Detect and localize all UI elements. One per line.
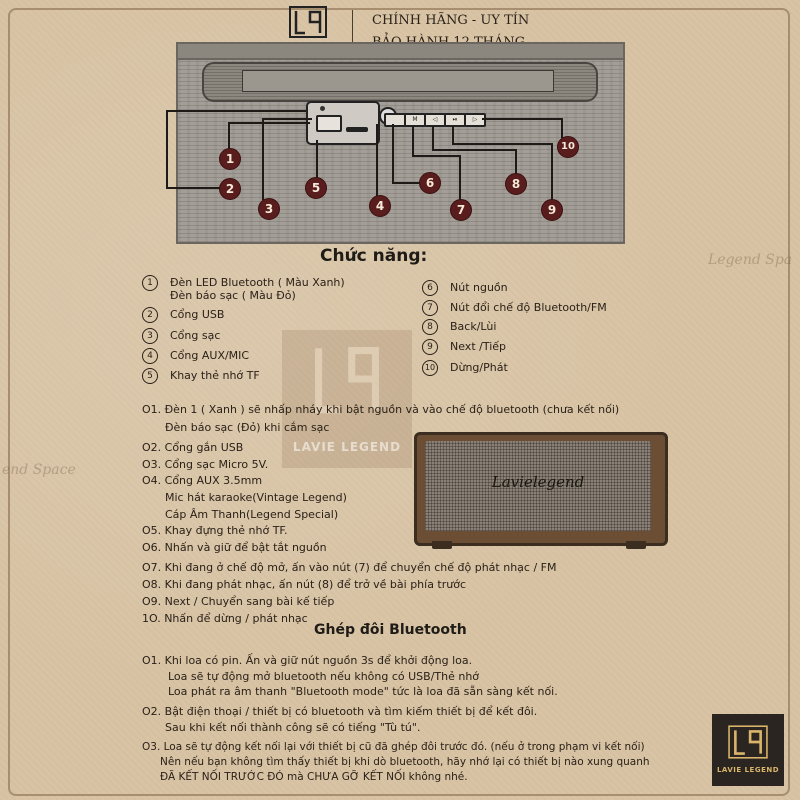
brand-monogram-icon <box>289 6 327 38</box>
pairing-line: O1. Khi loa có pin. Ấn và giữ nút nguồn 3s để khởi động loa. <box>142 654 473 667</box>
speaker-grill <box>425 441 651 531</box>
port-plate <box>306 101 380 145</box>
leader-line <box>452 126 454 144</box>
pairing-title: Ghép đôi Bluetooth <box>314 622 467 638</box>
pairing-line: O2. Bật điện thoại / thiết bị có bluetooth và tìm kiếm thiết bị để kết đôi. <box>142 705 538 718</box>
pairing-line: ĐÃ KẾT NỐI TRƯỚC ĐÓ mà CHƯA GỠ KẾT NỐI không nhé. <box>160 771 468 783</box>
number-badge: 7 <box>422 300 438 316</box>
note-line: O5. Khay đựng thẻ nhớ TF. <box>142 524 288 537</box>
number-badge: 1 <box>142 275 158 291</box>
function-label: Cổng USB <box>170 308 225 321</box>
mode-button-diagram: M <box>404 113 426 127</box>
power-button-diagram <box>384 113 406 127</box>
back-button-diagram: ◁ <box>424 113 446 127</box>
function-label: Khay thẻ nhớ TF <box>170 369 260 382</box>
function-label: Back/Lùi <box>450 320 497 333</box>
callout-9: 9 <box>541 199 563 221</box>
callout-7: 7 <box>450 199 472 221</box>
note-line: O4. Cổng AUX 3.5mm <box>142 474 263 487</box>
leader-line <box>228 122 310 124</box>
leader-line <box>166 110 306 112</box>
play-button-diagram: ⏯ <box>444 113 466 127</box>
slogan-authentic: CHÍNH HÃNG - UY TÍN <box>372 13 530 28</box>
corner-brand-name: LAVIE LEGEND <box>716 766 780 774</box>
function-label-secondary: Đèn báo sạc ( Màu Đỏ) <box>170 289 296 302</box>
leader-line <box>432 149 516 151</box>
leader-line <box>412 155 460 157</box>
number-badge: 9 <box>422 339 438 355</box>
watermark-name: LAVIE LEGEND <box>292 440 402 454</box>
note-line: 1O. Nhấn để dừng / phát nhạc <box>142 612 308 625</box>
callout-6: 6 <box>419 172 441 194</box>
callout-1: 1 <box>219 148 241 170</box>
speaker-foot <box>626 541 646 549</box>
callout-8: 8 <box>505 173 527 195</box>
number-badge: 8 <box>422 319 438 335</box>
leader-line <box>432 126 434 150</box>
note-line: O8. Khi đang phát nhạc, ấn nút (8) để trở về bài phía trước <box>142 578 467 591</box>
note-line: Cáp Âm Thanh(Legend Special) <box>165 508 339 521</box>
note-line: Đèn báo sạc (Đỏ) khi cắm sạc <box>165 421 330 434</box>
callout-10: 10 <box>557 136 579 158</box>
watermark-text-right: Legend Spa <box>708 252 793 268</box>
pairing-line: Loa sẽ tự động mở bluetooth nếu không có USB/Thẻ nhớ <box>168 670 480 683</box>
leader-line <box>551 143 553 201</box>
leader-line <box>392 124 394 182</box>
note-line: O3. Cổng sạc Micro 5V. <box>142 458 269 471</box>
pairing-line: O3. Loa sẽ tự động kết nối lại với thiết bị cũ đã ghép đôi trước đó. (nếu ở trong phạm vi kết nối) <box>142 741 645 753</box>
leader-line <box>376 124 378 196</box>
leader-line <box>262 118 264 200</box>
number-badge: 6 <box>422 280 438 296</box>
watermark-text-left: end Space <box>2 462 76 478</box>
corner-monogram-icon <box>728 722 768 762</box>
callout-2: 2 <box>219 178 241 200</box>
note-line: O6. Nhấn và giữ để bật tắt nguồn <box>142 541 327 554</box>
number-badge: 10 <box>422 360 438 376</box>
speaker-foot <box>432 541 452 549</box>
callout-4: 4 <box>369 195 391 217</box>
function-label: Đèn LED Bluetooth ( Màu Xanh) <box>170 276 345 289</box>
leader-line <box>561 118 563 138</box>
function-label: Nút đổi chế độ Bluetooth/FM <box>450 301 607 314</box>
functions-title: Chức năng: <box>320 246 428 266</box>
leader-line <box>412 126 414 156</box>
function-label: Nút nguồn <box>450 281 508 294</box>
note-line: Mic hát karaoke(Vintage Legend) <box>165 491 347 504</box>
note-line: O7. Khi đang ở chế độ mở, ấn vào nút (7) để chuyển chế độ phát nhạc / FM <box>142 561 557 574</box>
leader-line <box>459 155 461 201</box>
pairing-line: Sau khi kết nối thành công sẽ có tiếng "Tù tú". <box>165 721 421 734</box>
center-watermark <box>282 330 412 468</box>
usb-port <box>316 115 342 132</box>
function-label: Next /Tiếp <box>450 340 507 353</box>
leader-line <box>452 143 552 145</box>
number-badge: 3 <box>142 328 158 344</box>
callout-5: 5 <box>305 177 327 199</box>
leader-line <box>515 149 517 175</box>
speaker-logo: Lavielegend <box>491 473 585 491</box>
tf-card-slot <box>346 127 368 132</box>
device-handle <box>202 62 598 102</box>
led-indicator <box>320 106 325 111</box>
number-badge: 4 <box>142 348 158 364</box>
number-badge: 2 <box>142 307 158 323</box>
leader-line <box>262 118 312 120</box>
pairing-line: Nên nếu bạn không tìm thấy thiết bị khi dò bluetooth, hãy nhớ lại có thiết bị nào xung quanh <box>160 756 650 768</box>
function-label: Dừng/Phát <box>450 361 508 374</box>
leader-line <box>482 118 562 120</box>
leader-line <box>166 187 222 189</box>
leader-line <box>166 110 168 188</box>
note-line: O1. Đèn 1 ( Xanh ) sẽ nhấp nháy khi bật nguồn và vào chế độ bluetooth (chưa kết nối) <box>142 403 620 416</box>
function-label: Cổng AUX/MIC <box>170 349 250 362</box>
leader-line <box>392 182 420 184</box>
corner-brand-logo <box>712 714 784 786</box>
speaker-illustration <box>414 432 668 546</box>
callout-3: 3 <box>258 198 280 220</box>
pairing-line: Loa phát ra âm thanh "Bluetooth mode" tức là loa đã sẵn sàng kết nối. <box>168 685 558 698</box>
number-badge: 5 <box>142 368 158 384</box>
note-line: O2. Cổng gắn USB <box>142 441 244 454</box>
function-label: Cổng sạc <box>170 329 221 342</box>
note-line: O9. Next / Chuyển sang bài kế tiếp <box>142 595 335 608</box>
next-button-diagram: ▷ <box>464 113 486 127</box>
